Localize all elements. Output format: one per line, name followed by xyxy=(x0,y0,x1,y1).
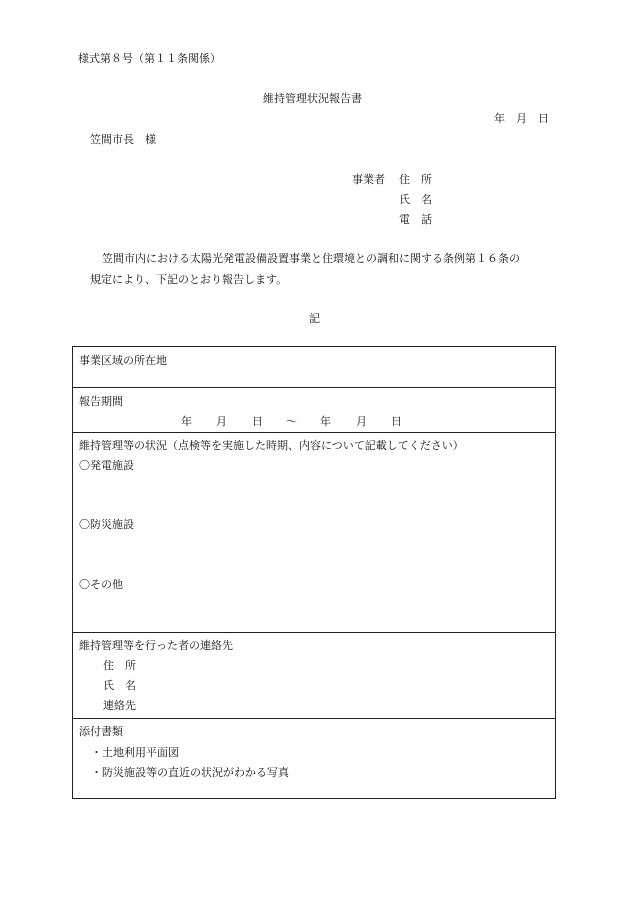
status-row xyxy=(73,433,555,633)
addressee: 笠間市長 様 xyxy=(90,133,156,146)
applicant-name-label: 氏 名 xyxy=(399,193,432,206)
applicant-address-label: 住 所 xyxy=(399,173,432,186)
applicant-phone-label: 電 話 xyxy=(399,213,432,226)
report-table xyxy=(72,346,556,799)
attachment-land-use-plan: ・土地利用平面図 xyxy=(91,746,179,759)
location-label: 事業区域の所在地 xyxy=(79,354,167,367)
period-row xyxy=(73,388,555,433)
attachments-label: 添付書類 xyxy=(79,725,123,738)
applicant-label: 事業者 xyxy=(352,173,385,186)
period-start-month: 月 xyxy=(216,415,227,428)
status-item-power-facility: 〇発電施設 xyxy=(79,459,134,472)
attachment-photos: ・防災施設等の直近の状況がわかる写真 xyxy=(91,766,289,779)
attachments-row xyxy=(73,719,555,799)
ki-heading: 記 xyxy=(309,312,320,325)
body-text-line-2: 規定により、下記のとおり報告します。 xyxy=(90,273,288,286)
status-label: 維持管理等の状況（点検等を実施した時期、内容について記載してください） xyxy=(79,439,464,452)
period-end-day: 日 xyxy=(391,415,402,428)
period-end-year: 年 xyxy=(320,415,331,428)
contact-phone-label: 連絡先 xyxy=(103,699,136,712)
report-date: 年 月 日 xyxy=(494,112,549,125)
body-text-line-1: 笠間市内における太陽光発電設備設置事業と住環境との調和に関する条例第１６条の xyxy=(102,252,520,265)
document-title: 維持管理状況報告書 xyxy=(263,92,362,105)
period-tilde: ～ xyxy=(286,415,297,428)
contact-label: 維持管理等を行った者の連絡先 xyxy=(79,639,233,652)
contact-address-label: 住 所 xyxy=(103,659,136,672)
period-end-month: 月 xyxy=(356,415,367,428)
period-label: 報告期間 xyxy=(79,395,123,408)
period-start-day: 日 xyxy=(252,415,263,428)
status-item-other: 〇その他 xyxy=(79,578,123,591)
contact-name-label: 氏 名 xyxy=(103,679,136,692)
status-item-disaster-prevention: 〇防災施設 xyxy=(79,518,134,531)
form-number: 様式第８号（第１１条関係） xyxy=(78,52,221,65)
location-row xyxy=(73,347,555,388)
contact-row xyxy=(73,633,555,719)
period-start-year: 年 xyxy=(181,415,192,428)
